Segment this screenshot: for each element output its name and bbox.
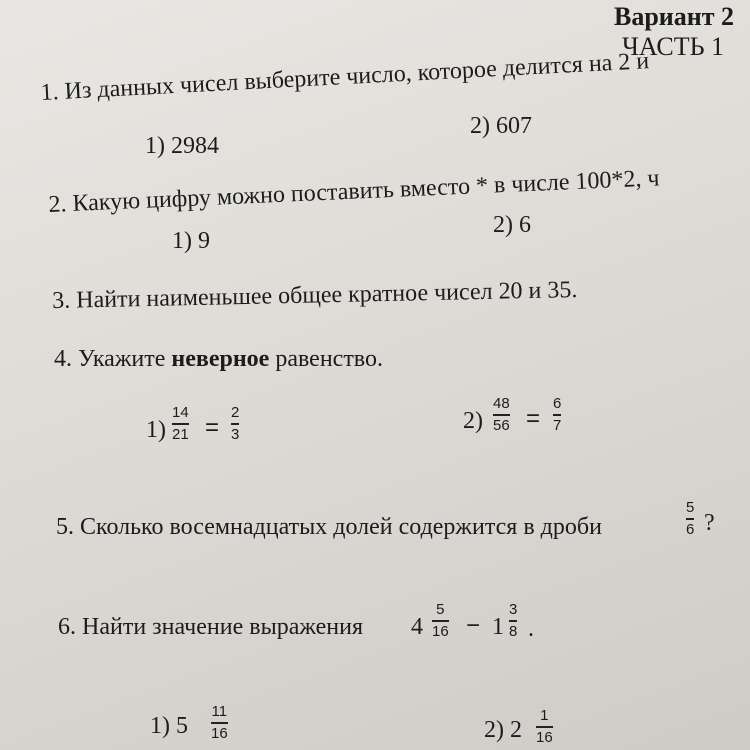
q1-option-1: 1) 2984 xyxy=(145,133,219,159)
q5-fraction xyxy=(686,500,694,538)
q4-opt1-b-num: 2 xyxy=(231,404,240,421)
q4-option-1-label: 1) xyxy=(146,417,166,443)
q4-prefix: 4. Укажите xyxy=(54,346,172,372)
q4-opt1-a-den: 21 xyxy=(172,425,189,443)
q5-den: 6 xyxy=(686,520,695,538)
variant-title: Вариант 2 xyxy=(614,2,735,31)
q4-opt1-fraction-b xyxy=(231,405,239,443)
q1-option-2: 2) 607 xyxy=(470,113,532,139)
q6-period: . xyxy=(528,616,534,642)
q4-opt1-equals: = xyxy=(205,414,220,441)
q6-n2: 3 xyxy=(509,601,518,618)
question-3: 3. Найти наименьшее общее кратное чисел 20 и 35. xyxy=(52,277,578,314)
q2-option-2: 2) 6 xyxy=(493,212,531,238)
question-6: 6. Найти значение выражения xyxy=(58,614,363,640)
q4-opt2-fraction-a xyxy=(493,396,510,434)
q6-opt1-den: 16 xyxy=(211,724,228,742)
q6-option-2-label: 2) 2 xyxy=(484,717,522,743)
question-4 xyxy=(54,346,383,373)
q4-opt1-a-num: 14 xyxy=(172,404,189,421)
q4-opt2-equals: = xyxy=(526,405,541,432)
question-2: 2. Какую цифру можно поставить вместо * в числе 100*2, ч xyxy=(48,165,661,218)
q4-opt2-b-den: 7 xyxy=(553,416,562,434)
q6-opt2-den: 16 xyxy=(536,728,553,746)
q4-opt1-b-den: 3 xyxy=(231,425,240,443)
q5-question-mark: ? xyxy=(704,510,715,536)
q6-minus: − xyxy=(466,612,481,639)
part-title: ЧАСТЬ 1 xyxy=(622,32,725,61)
q4-opt1-fraction-a xyxy=(172,405,189,443)
q6-option-1-fraction xyxy=(211,704,228,742)
q4-opt2-b-num: 6 xyxy=(553,395,562,412)
q4-suffix: равенство. xyxy=(269,346,383,372)
q4-opt2-a-num: 48 xyxy=(493,395,510,412)
q4-emphasis: неверное xyxy=(171,346,270,372)
q6-option-2-fraction xyxy=(536,708,553,746)
q4-opt2-fraction-b xyxy=(553,396,561,434)
q6-whole-1: 4 xyxy=(411,614,423,640)
q5-num: 5 xyxy=(686,499,695,516)
question-5: 5. Сколько восемнадцатых долей содержится в дроби xyxy=(56,514,602,540)
q4-option-2-label: 2) xyxy=(463,408,483,434)
q6-whole-2: 1 xyxy=(492,614,504,640)
q6-fraction-1 xyxy=(432,602,449,640)
q6-n1: 5 xyxy=(436,601,445,618)
q6-d2: 8 xyxy=(509,622,518,640)
q6-fraction-2 xyxy=(509,602,517,640)
q2-option-1: 1) 9 xyxy=(172,228,210,254)
q6-opt2-num: 1 xyxy=(540,707,549,724)
q6-option-1-label: 1) 5 xyxy=(150,713,188,739)
q6-opt1-num: 11 xyxy=(211,703,228,720)
q6-d1: 16 xyxy=(432,622,449,640)
q4-opt2-a-den: 56 xyxy=(493,416,510,434)
question-1: 1. Из данных чисел выберите число, которое делится на 2 и xyxy=(40,48,650,106)
